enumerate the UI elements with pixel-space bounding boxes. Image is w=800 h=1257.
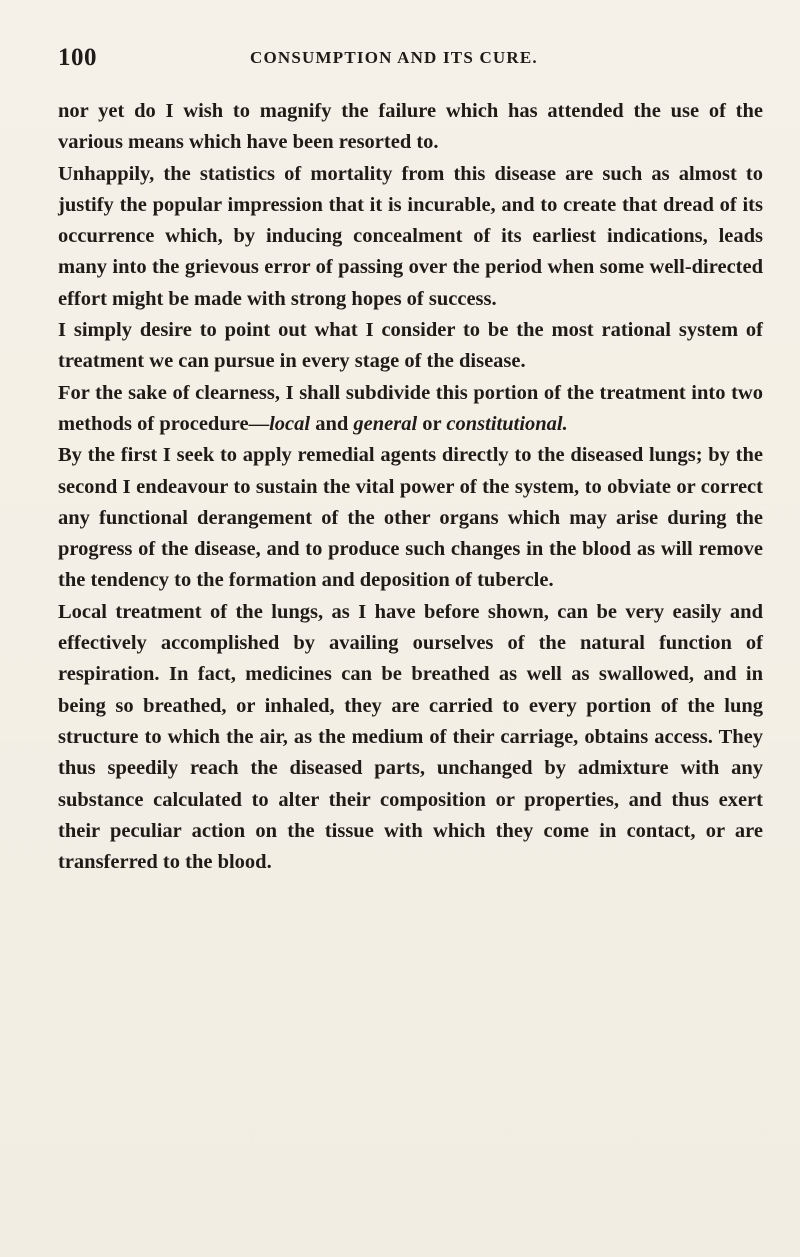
page-number: 100 [58,44,97,71]
paragraph-6: Local treatment of the lungs, as I have before shown, can be very easily and effectively accomplished by availing ourselves of the natural function of respiration. In fact, medicines can be breathed as well as swallowed, and in being so breathed, or inhaled, they are carried to every portion of the lung structure to which the air, as the medium of their carriage, obtains access. They thus speedily reach the diseased parts, unchanged by admixture with any substance calculated to alter their composition or properties, and thus exert their peculiar action on the tissue with which they come in contact, or are transferred to the blood. [58,600,763,874]
paragraph-4 [58,378,763,441]
paragraph-1: nor yet do I wish to magnify the failure which has attended the use of the various means which have been resorted to. [58,100,763,154]
body-text [58,96,763,878]
italic-general: general [353,412,418,435]
running-head [58,44,760,80]
paragraph-5: By the first I seek to apply remedial agents directly to the diseased lungs; by the second I endeavour to sustain the vital power of the system, to obviate or correct any functional derangement of the other organs which may arise during the progress of the disease, and to produce such changes in the blood as will remove the tendency to the formation and deposition of tubercle. [58,444,763,592]
paragraph-3: I simply desire to point out what I consider to be the most rational system of treatment we can pursue in every stage of the disease. [58,319,763,373]
paragraph-4-start: For the sake of clearness, I shall subdivide this portion of the treatment into two methods of procedure— [58,381,763,435]
italic-constitutional: constitutional. [446,412,568,435]
paragraph-4-or: or [417,412,447,435]
italic-local: local [269,412,311,435]
paragraph-2: Unhappily, the statistics of mortality from this disease are such as almost to justify the popular impression that it is incurable, and to create that dread of its occurrence which, by inducing concealment of its earliest indications, leads many into the grievous error of passing over the period when some well-directed effort might be made with strong hopes of success. [58,162,763,310]
running-title: CONSUMPTION AND ITS CURE. [250,48,538,67]
paragraph-4-and: and [310,412,354,435]
